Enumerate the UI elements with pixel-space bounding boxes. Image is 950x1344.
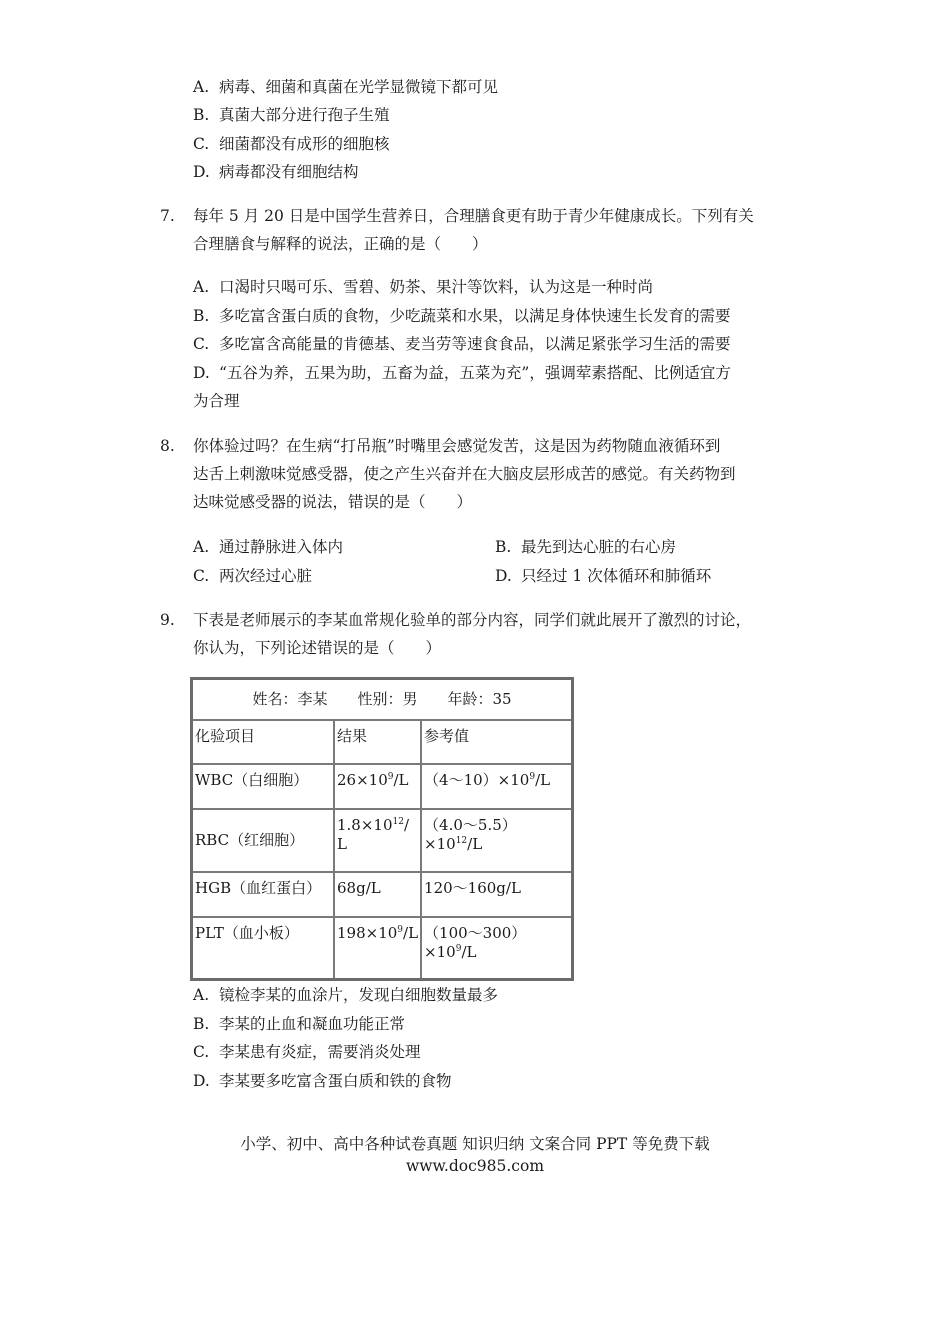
column-header-result: 结果 [334,720,421,765]
q7-stem-line2: 合理膳食与解释的说法，正确的是（ ） [193,235,488,253]
table-header-row [192,679,573,720]
q8-option-d: D. 只经过 1 次体循环和肺循环 [495,567,712,585]
table-row [192,764,573,809]
table-row [192,917,573,980]
row-item-rbc: RBC（红细胞） [192,809,335,872]
table-row [192,872,573,917]
row-result-wbc: $26\times 10^9/L$ [334,764,421,809]
column-header-item: 化验项目 [192,720,335,765]
footer-website: www.doc985.com [405,1157,545,1175]
q8-option-a: A. 通过静脉进入体内 [193,538,344,556]
q6-option-b: B. 真菌大部分进行孢子生殖 [193,106,390,124]
patient-info-header: 姓名：李某 性别：男 年龄：35 [192,679,573,720]
row-result-rbc: $1.8\times 10^{12}/$ L [334,809,421,872]
q8-number: 8. [160,437,175,455]
q6-option-d: D. 病毒都没有细胞结构 [193,163,359,181]
q9-number: 9. [160,611,175,629]
q9-option-c: C. 李某患有炎症，需要消炎处理 [193,1043,421,1061]
column-header-reference: 参考值 [421,720,572,765]
q7-option-b: B. 多吃富含蛋白质的食物，少吃蔬菜和水果，以满足身体快速生长发育的需要 [193,307,731,325]
q8-stem-line3: 达味觉感受器的说法，错误的是（ ） [193,493,473,511]
row-reference-wbc: $(4\sim 10)\times 10^9/L$ [421,764,572,809]
row-reference-plt: （100～300） $\times 10^9/L$ [421,917,572,980]
q8-stem-line1: 你体验过吗？在生病“打吊瓶”时嘴里会感觉发苦，这是因为药物随血液循环到 [193,437,721,455]
q9-option-d: D. 李某要多吃富含蛋白质和铁的食物 [193,1072,452,1090]
footer-tagline: 小学、初中、高中各种试卷真题 知识归纳 文案合同 PPT 等免费下载 [240,1135,710,1153]
q7-stem-line1: 每年 5 月 20 日是中国学生营养日，合理膳食更有助于青少年健康成长。下列有关 [193,207,754,225]
q7-option-c: C. 多吃富含高能量的肯德基、麦当劳等速食食品，以满足紧张学习生活的需要 [193,335,731,353]
q7-option-d: D. “五谷为养，五果为助，五畜为益，五菜为充”，强调荤素搭配、比例适宜方 [193,364,731,382]
q7-option-a: A. 口渴时只喝可乐、雪碧、奶茶、果汁等饮料，认为这是一种时尚 [193,278,654,296]
row-result-plt: $198\times 10^9/L$ [334,917,421,980]
table-row [192,809,573,872]
row-reference-hgb: 120～160g/L [421,872,572,917]
q6-option-c: C. 细菌都没有成形的细胞核 [193,135,390,153]
q9-option-b: B. 李某的止血和凝血功能正常 [193,1015,406,1033]
row-reference-rbc: （4.0～5.5） $\times 10^{12}/L$ [421,809,572,872]
row-item-plt: PLT（血小板） [192,917,335,980]
q7-option-d-continued: 为合理 [193,392,240,410]
q7-number: 7. [160,207,175,225]
q9-stem-line1: 下表是老师展示的李某血常规化验单的部分内容，同学们就此展开了激烈的讨论， [193,611,752,629]
q9-option-a: A. 镜检李某的血涂片，发现白细胞数量最多 [193,986,499,1004]
q9-stem-line2: 你认为，下列论述错误的是（ ） [193,639,442,657]
q8-option-c: C. 两次经过心脏 [193,567,313,585]
q6-option-a: A. 病毒、细菌和真菌在光学显微镜下都可见 [193,78,499,96]
q8-stem-line2: 达舌上刺激味觉感受器，使之产生兴奋并在大脑皮层形成苦的感觉。有关药物到 [193,465,736,483]
blood-test-table [190,677,574,981]
table-column-row [192,720,573,765]
row-item-hgb: HGB（血红蛋白） [192,872,335,917]
row-result-hgb: 68g/L [334,872,421,917]
q8-option-b: B. 最先到达心脏的右心房 [495,538,677,556]
row-item-wbc: WBC（白细胞） [192,764,335,809]
